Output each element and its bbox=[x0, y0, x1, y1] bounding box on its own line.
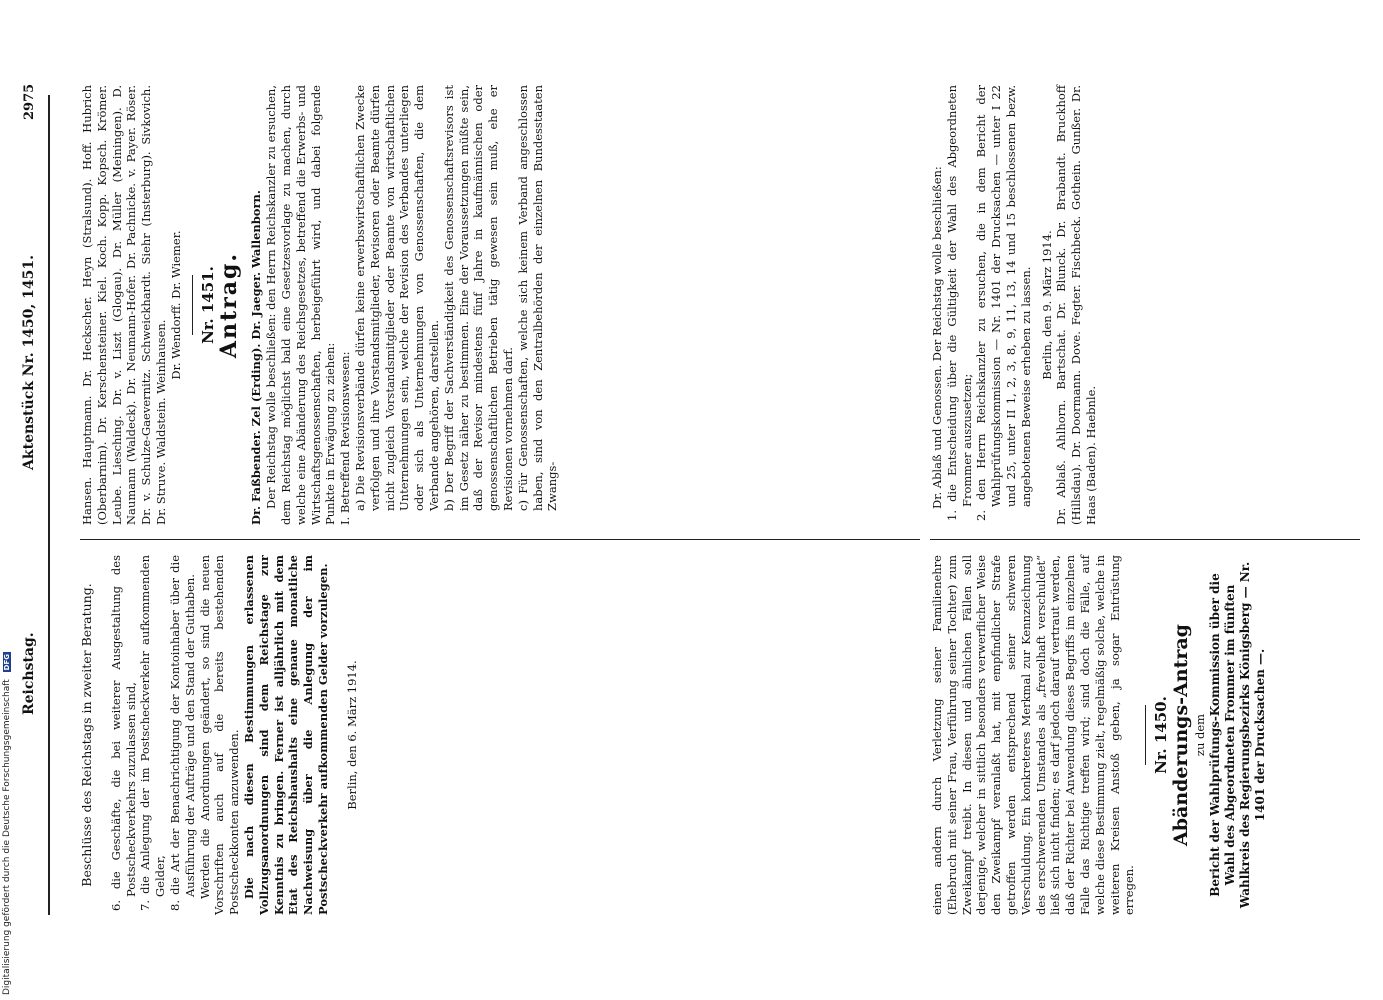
page-header bbox=[22, 255, 37, 715]
lower-right-column bbox=[930, 85, 1099, 525]
lower-left-column bbox=[930, 555, 1268, 915]
signers-list: Dr. Ablaß. Ahlhorn. Bartschat. Dr. Blunck. Dr. Brabandt. Bruckhoff (Hillsdau). Dr. Doormann. Dove. Fegter. Fischbeck. Gothein. Gunßer. Dr. Haas (Baden). Haebnle. bbox=[1054, 85, 1098, 525]
zu-dem: zu dem bbox=[1192, 713, 1207, 757]
motion-title: Abänderungs-Antrag bbox=[1169, 624, 1192, 846]
divider bbox=[1145, 705, 1146, 765]
point-b: b) Der Begriff der Sachverständigkeit des Genossenschaftsrevisors ist im Gesetz näher zu bestimmen. Eine der Voraussetzungen müßte sein, daß der Revisor mindestens fünf Jahre in kaufmännischen oder genossenschaftlichen Betrieben tätig gewesen sein muß, ehe er Revisionen vornehmen darf. bbox=[441, 85, 515, 511]
divider bbox=[192, 275, 193, 335]
list-item: 6. die Geschäfte, die bei weiterer Ausgestaltung des Postscheckverkehrs zuzulassen sind, bbox=[108, 555, 138, 911]
lower-section bbox=[560, 555, 570, 915]
list-item: 8. die Art der Benachrichtigung der Kontoinhaber über die Ausführung der Aufträge und den Stand der Guthaben. bbox=[167, 555, 197, 911]
motion-title: Antrag. bbox=[216, 251, 243, 359]
list-item: 7. die Anlegung der im Postscheckverkehr aufkommenden Gelder, bbox=[138, 555, 168, 911]
paragraph: einen andern durch Verletzung seiner Familienehre (Ehebruch mit seiner Frau, Verführung seiner Tochter) zum Zweikampf treibt. In diesen und ähnlichen Fällen soll derjenige, welcher in sittlich besonders verwerflicher Weise den Zweikampf veranlaßt hat, mit empfindlicher Strafe getroffen werden entsprechend seiner schweren Verschuldung. Ein konkreteres Merkmal zur Kennzeichnung des erschwerenden Umstandes als „frevelhaft verschuldet“ ließ sich nicht finden; es darf jedoch darauf vertraut werden, daß der Richter bei Anwendung dieses Begriffs im einzelnen Falle das Richtige treffen wird; sind doch die Fälle, auf welche diese Bestimmung zielt, regelmäßig solche, welche in weiteren Kreisen Anstoß geben, ja sogar Entrüstung erregen. bbox=[930, 555, 1137, 915]
middle-column bbox=[80, 85, 560, 525]
motion-body: Der Reichstag wolle beschließen: den Herrn Reichskanzler zu ersuchen, dem Reichstag möglichst bald eine Gesetzesvorlage zu machen, durch welche eine Abänderung des Reichsgesetzes, betreffend die Erwerbs- und Wirtschaftsgenossenschaften, herbeigeführt wird, und dabei folgende Punkte in Erwägung zu ziehen: bbox=[264, 85, 338, 525]
report-title: Bericht der Wahlprüfungs-Kommission über die Wahl des Abgeordneten Frommer im fünften Wahlkreis des Regierungsbezirks Königsberg — Nr. 1401 der Drucksachen —. bbox=[1207, 561, 1267, 909]
signers-list: Hansen. Hauptmann. Dr. Heckscher. Heyn (Stralsund). Hoff. Hubrich (Oberbarnim). Dr. Kerschensteiner. Kiel. Koch. Kopp. Kopsch. Krömer. Leube. Liesching. Dr. v. Liszt (Glogau). Dr. Müller (Meiningen). D. Naumann (Waldeck). Dr. Neumann-Hofer. Dr. Pachnicke. v. Payer. Röser. Dr. v. Schulze-Gaevernitz. Schweickhardt. Siehr (Insterburg). Sivkovich. Dr. Struve. Waldstein. Weinhausen. bbox=[80, 85, 168, 525]
lower-center-rule bbox=[930, 539, 1360, 540]
page-number: 2975 bbox=[22, 83, 37, 120]
intro: Dr. Ablaß und Genossen. Der Reichstag wolle beschließen: bbox=[930, 166, 944, 509]
header-left: Reichstag. bbox=[21, 632, 37, 715]
motion-intro: Dr. Faßbender. Zel (Erding). Dr. Jaeger. Wallenborn. bbox=[249, 190, 264, 525]
point-a: a) Die Revisionsverbände dürfen keine erwerbswirtschaftlichen Zwecke verfolgen und ihre Vorstandsmitglieder, Revisoren oder Beamte dürfen nicht zugleich Vorstandsmitglieder oder Beamte von wirtschaftlichen Unternehmungen sein, welche der Revision des Verbandes unterliegen oder sich als Unternehmungen von Genossenschaften, die dem Verbande angehören, darstellen. bbox=[352, 85, 441, 511]
motion-number: Nr. 1450. bbox=[1152, 696, 1171, 774]
date-line: Berlin, den 6. März 1914. bbox=[344, 660, 359, 810]
section-subheading: Beschlüsse des Reichstags in zweiter Beratung. bbox=[79, 583, 94, 887]
motion-number: Nr. 1451. bbox=[198, 266, 217, 344]
digitization-credit bbox=[2, 652, 12, 995]
header-rule bbox=[48, 95, 50, 915]
list-item: 1. die Entscheidung über die Gültigkeit der Wahl des Abgeordneten Frommer auszusetzen; bbox=[944, 85, 974, 521]
paragraph: Werden die Anordnungen geändert, so sind die neuen Vorschriften auch auf die bereits bestehenden Postscheckkonten anzuwenden. bbox=[197, 555, 242, 915]
credit-text: Digitalisierung gefördert durch die Deutsche Forschungsgemeinschaft bbox=[2, 679, 12, 995]
dfg-logo: DFG bbox=[3, 654, 11, 671]
date-line: Berlin, den 9. März 1914. bbox=[1039, 230, 1054, 380]
list-item: 2. den Herrn Reichskanzler zu ersuchen, die in dem Bericht der Wahlprüfungskommission — Nr. 1401 der Drucksachen — unter I 22 und 25, unter II 1, 2, 3, 8, 9, 11, 13, 14 und 15 beschlossenen bezw. angebotenen Beweise erheben zu lassen. bbox=[974, 85, 1033, 521]
center-vertical-rule bbox=[80, 539, 920, 540]
right-column bbox=[80, 555, 360, 915]
section-heading: I. Betreffend Revisionswesen: bbox=[338, 351, 353, 525]
signers-last: Dr. Wendorff. Dr. Wiemer. bbox=[168, 230, 183, 380]
header-center: Aktenstück Nr. 1450, 1451. bbox=[21, 255, 37, 470]
paragraph-bold: Die nach diesen Bestimmungen erlassenen Vollzugsanordnungen sind dem Reichstage zur Kenntnis zu bringen. Ferner ist alljährlich mit dem Etat des Reichshaushalts eine genaue monatliche Nachweisung über die Anlegung der im Postscheckverkehr aufkommenden Gelder vorzulegen. bbox=[241, 555, 330, 915]
point-c: c) Für Genossenschaften, welche sich keinem Verband angeschlossen haben, sind von den Zentralbehörden der einzelnen Bundesstaaten Zwangs- bbox=[515, 85, 560, 511]
